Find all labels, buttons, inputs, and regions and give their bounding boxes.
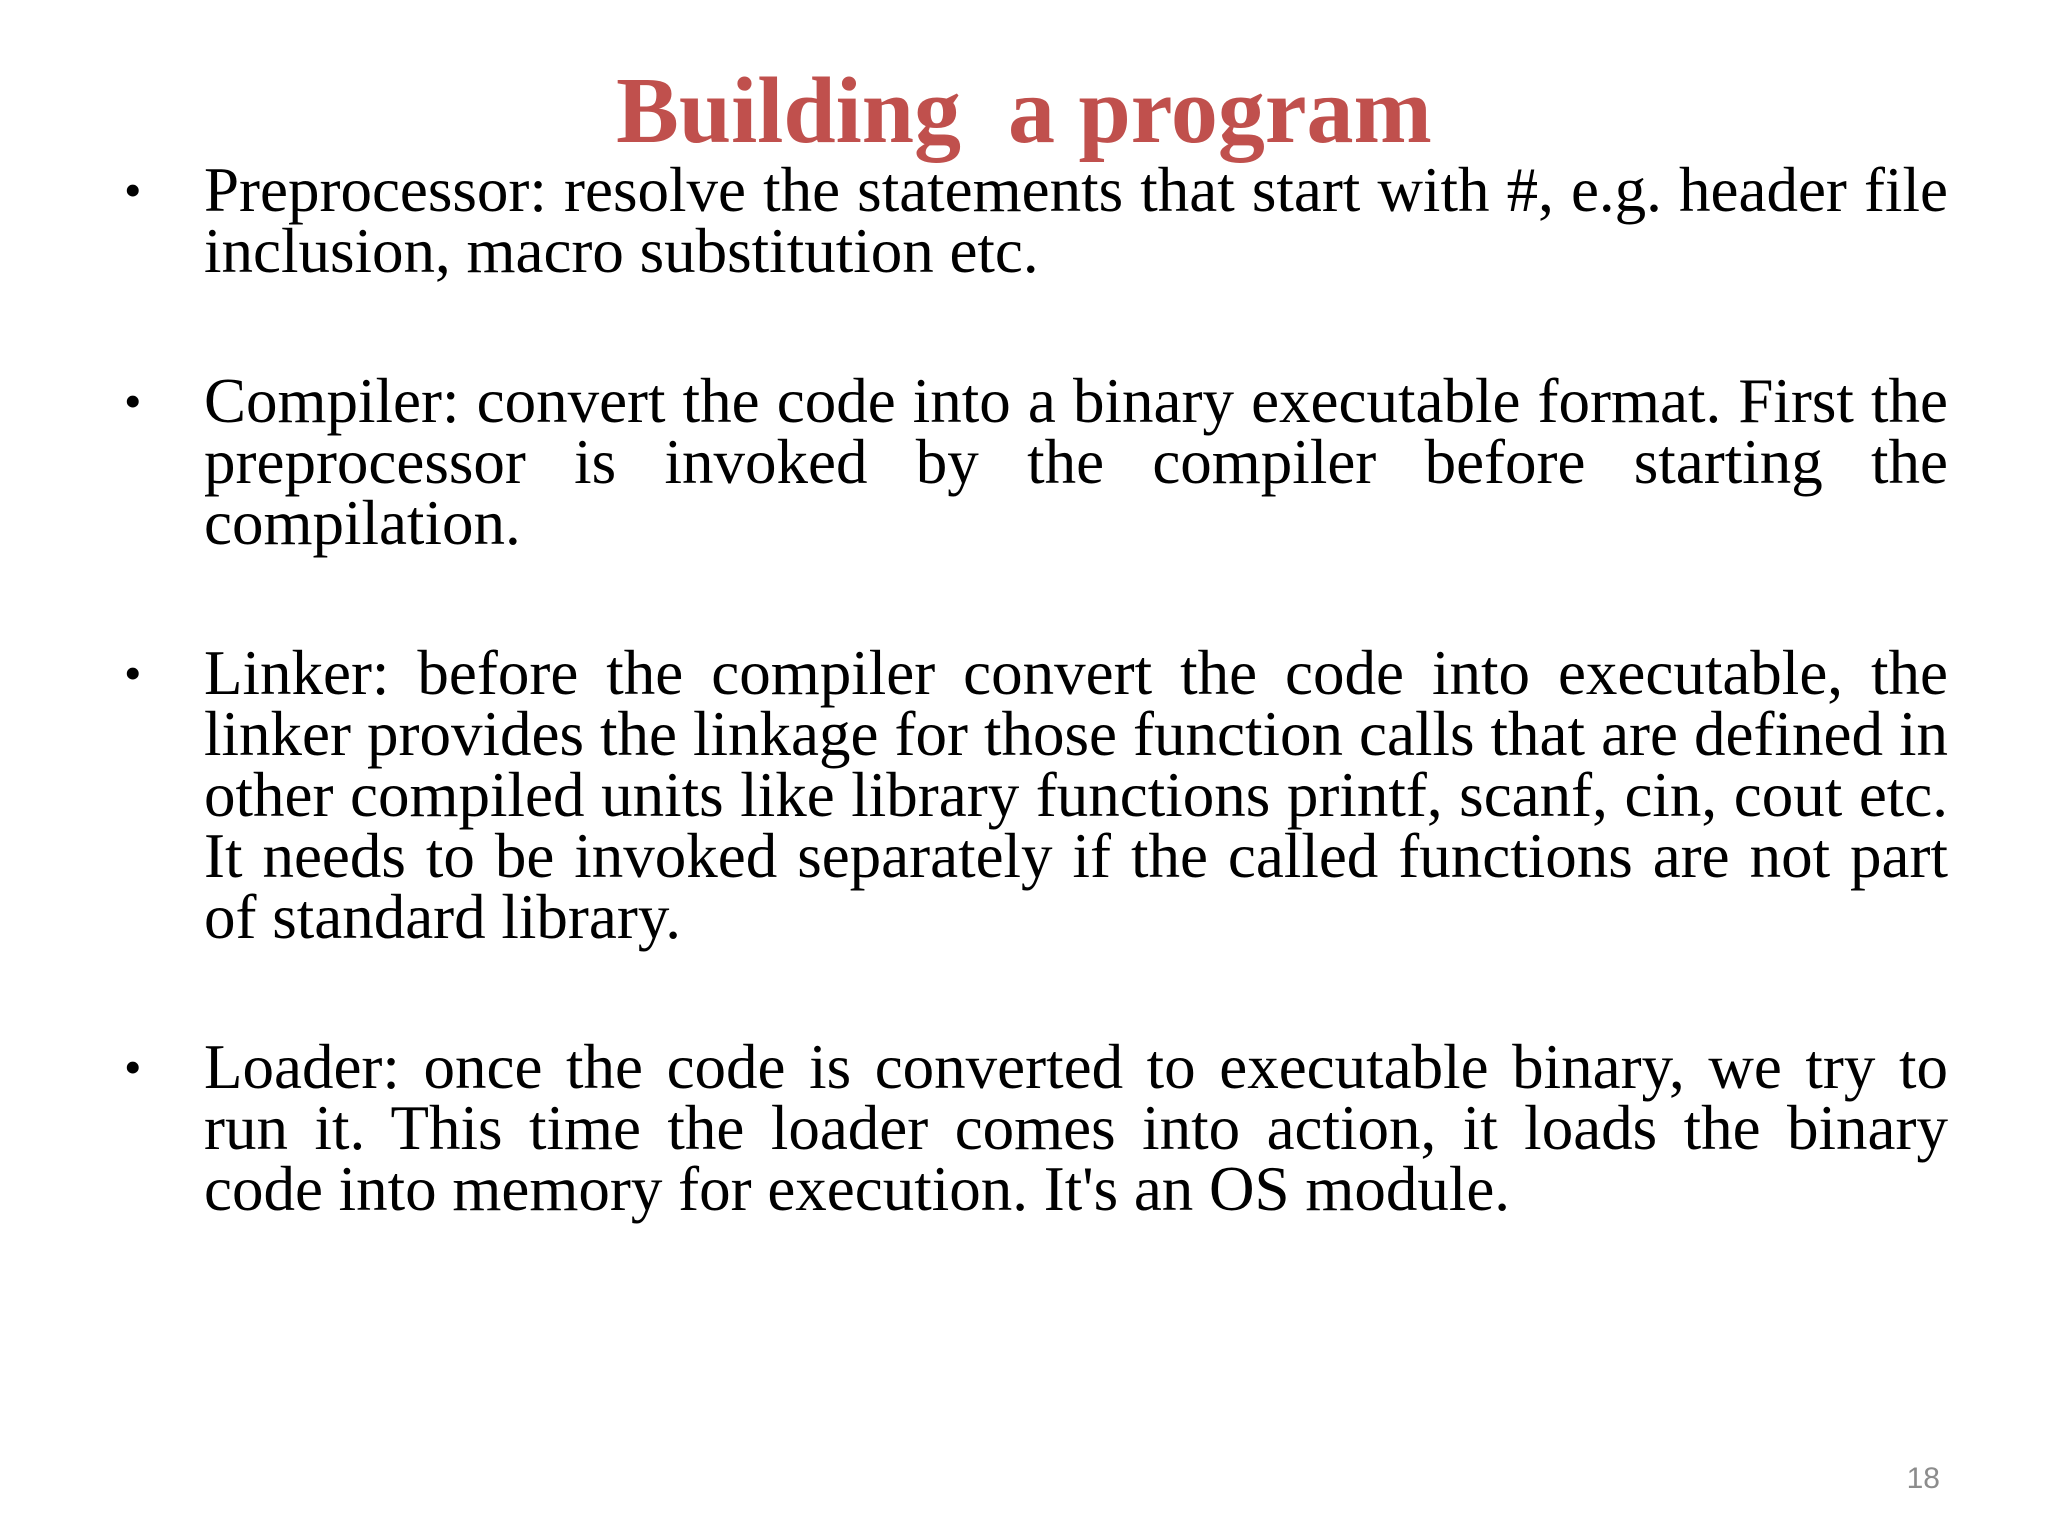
bullet-text: Loader: once the code is converted to executable binary, we try to run it. This time the loader comes into action, it loads the binary code into memory for execution. It's an OS module. xyxy=(204,1032,1948,1224)
bullet-compiler xyxy=(120,366,1948,558)
bullet-icon: • xyxy=(124,1039,142,1095)
bullet-icon: • xyxy=(124,645,142,701)
bullet-linker xyxy=(120,638,1948,952)
bullet-text: Preprocessor: resolve the statements that start with #, e.g. header file inclusion, macro substitution etc. xyxy=(204,155,1948,286)
bullet-text: Compiler: convert the code into a binary executable format. First the preprocessor is invoked by the compiler before starting the compilation. xyxy=(204,366,1948,558)
bullet-icon: • xyxy=(124,162,142,218)
bullet-preprocessor xyxy=(120,155,1948,286)
bullet-text: Linker: before the compiler convert the code into executable, the linker provides the linkage for those function calls that are defined in other compiled units like library functions printf, scanf, cin, cout etc. It needs to be invoked separately if the called functions are not part of standard library. xyxy=(204,638,1948,952)
bullet-loader xyxy=(120,1032,1948,1224)
slide-title: Building a program xyxy=(616,59,1432,163)
page-number: 18 xyxy=(1906,1462,1940,1495)
bullet-list xyxy=(120,155,1948,1309)
bullet-icon: • xyxy=(124,373,142,429)
